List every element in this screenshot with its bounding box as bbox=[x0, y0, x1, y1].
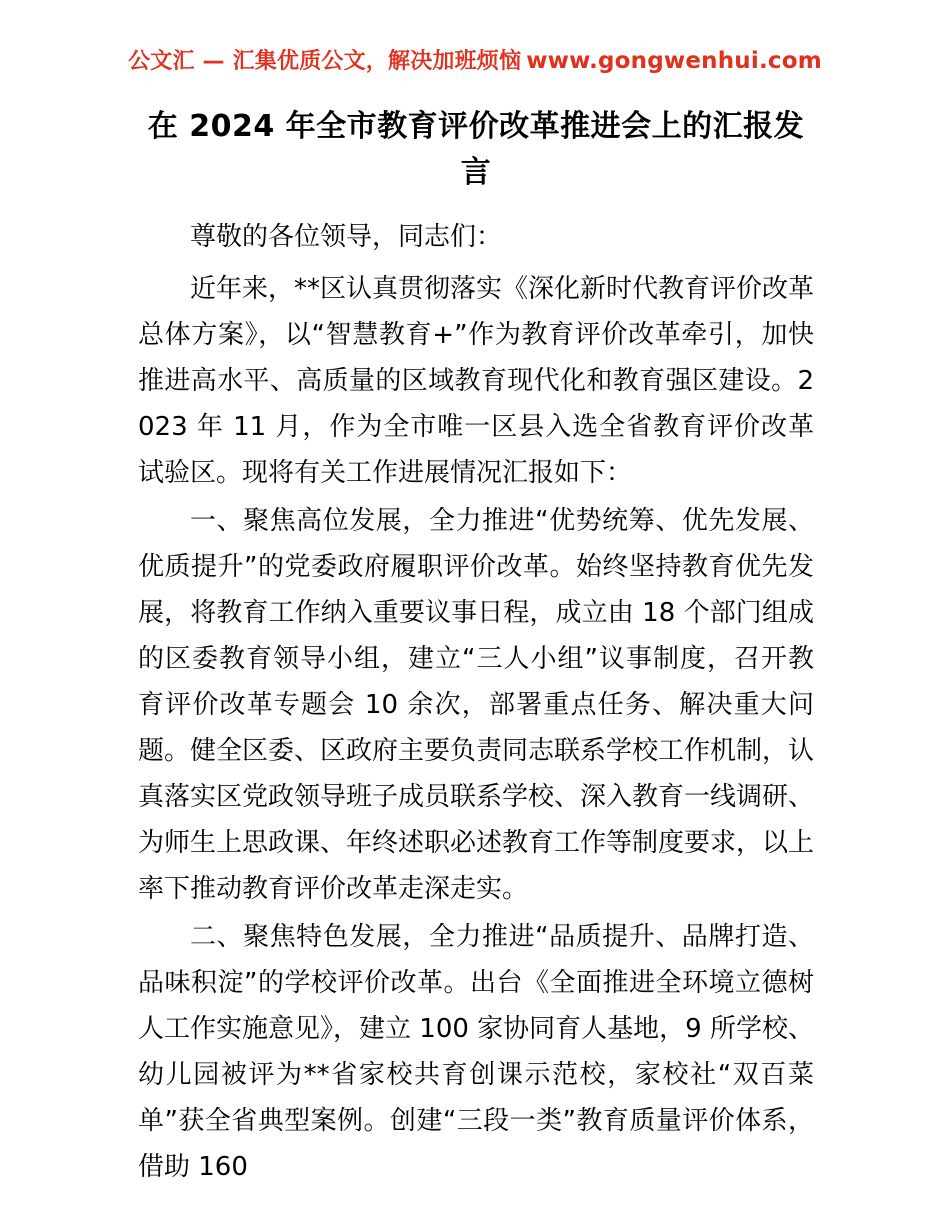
document-paragraph-intro: 近年来，**区认真贯彻落实《深化新时代教育评价改革总体方案》，以“智慧教育+”作为教育评价改革牵引，加快推进高水平、高质量的区域教育现代化和教育强区建设。2023 年 11 月，作为全市唯一区县入选全省教育评价改革试验区。现将有关工作进展情况汇报如下： bbox=[138, 274, 815, 488]
document-paragraph-section-two: 二、聚焦特色发展，全力推进“品质提升、品牌打造、品味积淀”的学校评价改革。出台《全面推进全环境立德树人工作实施意见》，建立 100 家协同育人基地，9 所学校、幼儿园被评为**省家校共育创课示范校，家校社“双百菜单”获全省典型案例。创建“三段一类”教育质量评价体系，借助 160 bbox=[138, 922, 814, 1182]
document-title: 在 2024 年全市教育评价改革推进会上的汇报发言 bbox=[147, 109, 805, 190]
site-brand-name: 公文汇 bbox=[128, 49, 195, 74]
document-body bbox=[138, 104, 814, 1192]
document-paragraph-section-one: 一、聚焦高位发展，全力推进“优势统筹、优先发展、优质提升”的党委政府履职评价改革。始终坚持教育优先发展，将教育工作纳入重要议事日程，成立由 18 个部门组成的区委教育领导小组，建立“三人小组”议事制度，召开教育评价改革专题会 10 余次，部署重点任务、解决重大问题。健全区委、区政府主要负责同志联系学校工作机制，认真落实区党政领导班子成员联系学校、深入教育一线调研、为师生上思政课、年终述职必述教育工作等制度要求，以上率下推动教育评价改革走深走实。 bbox=[138, 506, 815, 904]
site-url-link[interactable]: www.gongwenhui.com bbox=[526, 48, 822, 74]
site-header-banner bbox=[0, 48, 950, 76]
site-tagline: 汇集优质公文，解决加班烦恼 bbox=[232, 49, 522, 74]
document-salutation: 尊敬的各位领导，同志们： bbox=[190, 222, 503, 252]
site-header-dash: — bbox=[194, 49, 233, 74]
